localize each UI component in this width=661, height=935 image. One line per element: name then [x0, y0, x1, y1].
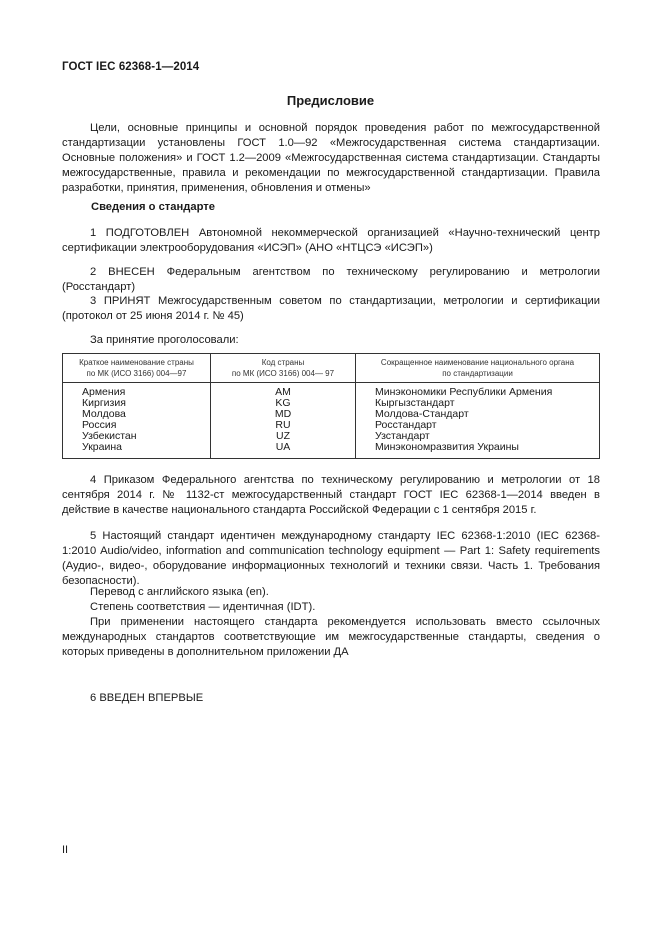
item-5-identical: 5 Настоящий стандарт идентичен международному стандарту IEC 62368-1:2010 (IEC 62368-1:2010 Audio/video, information and communication technology equipment — Part 1: Safety requirements (Аудио-, видео-, оборудование информационных технологий и техники связи. Часть 1. Требования безопасности).: [62, 530, 600, 587]
item-5-conformity: Степень соответствия — идентичная (IDT).: [90, 601, 316, 613]
document-code-header: ГОСТ IEC 62368-1—2014: [62, 61, 200, 73]
standards-body: Узстандарт: [375, 430, 430, 442]
item-3-adopted: 3 ПРИНЯТ Межгосударственным советом по стандартизации, метрологии и сертификации (протокол от 25 июня 2014 г. № 45): [62, 295, 600, 322]
standards-body: Росстандарт: [375, 419, 437, 431]
country-code: UA: [275, 441, 291, 453]
country-code: RU: [275, 419, 291, 431]
item-4-order: 4 Приказом Федерального агентства по техническому регулированию и метрологии от 18 сентября 2014 г. № 1132-ст межгосударственный стандарт ГОСТ IEC 62368-1—2014 введен в действие в качестве национального стандарта Российской Федерации с 1 сентября 2015 г.: [62, 474, 600, 516]
page-number: II: [62, 844, 69, 856]
item-6-introduced: 6 ВВЕДЕН ВПЕРВЫЕ: [90, 692, 204, 704]
standards-body: Кыргызстандарт: [375, 397, 455, 409]
country-name: Украина: [82, 441, 122, 453]
standards-body: Минэкономики Республики Армения: [375, 386, 553, 398]
country-name: Россия: [82, 419, 117, 431]
standards-body: Минэкономразвития Украины: [375, 441, 519, 453]
item-1-prepared: 1 ПОДГОТОВЛЕН Автономной некоммерческой организацией «Научно-технический центр сертификации электрооборудования «ИСЭП» (АНО «НТЦСЭ «ИСЭП»): [62, 227, 600, 254]
item-5-translation: Перевод с английского языка (en).: [90, 586, 269, 598]
country-name: Молдова: [82, 408, 126, 420]
table-header-row: [63, 354, 600, 383]
vote-intro: За принятие проголосовали:: [90, 334, 239, 346]
country-code: AM: [275, 386, 291, 398]
country-names-cell: [63, 383, 211, 459]
item-5-note: При применении настоящего стандарта рекомендуется использовать вместо ссылочных международных стандартов соответствующие им межгосударственные стандарты, сведения о которых приведены в дополнительном приложении ДА: [62, 616, 600, 658]
country-name: Узбекистан: [82, 430, 137, 442]
header-country-name: Краткое наименование страны по МК (ИСО 3166) 004—97: [63, 354, 211, 383]
header-country-code: Код страны по МК (ИСО 3166) 004— 97: [211, 354, 356, 383]
item-2-submitted: 2 ВНЕСЕН Федеральным агентством по техническому регулированию и метрологии (Росстандарт): [62, 266, 600, 293]
standards-bodies-cell: [356, 383, 600, 459]
header-standards-body: Сокращенное наименование национального органа по стандартизации: [356, 354, 600, 383]
country-code: UZ: [276, 430, 290, 442]
standard-info-heading: Сведения о стандарте: [91, 201, 215, 213]
standards-body: Молдова-Стандарт: [375, 408, 469, 420]
country-code: KG: [275, 397, 291, 409]
country-codes-cell: [211, 383, 356, 459]
intro-paragraph: Цели, основные принципы и основной порядок проведения работ по межгосударственной стандартизации установлены ГОСТ 1.0—92 «Межгосударственная система стандартизации. Основные положения» и ГОСТ 1.2—2009 «Межгосударственная система стандартизации. Стандарты межгосударственные, правила и рекомендации по межгосударственной стандартизации. Правила разработки, принятия, применения, обновления и отмены»: [62, 122, 600, 194]
country-name: Армения: [82, 386, 126, 398]
voting-countries-table: [62, 353, 600, 459]
country-name: Киргизия: [82, 397, 126, 409]
country-code: MD: [274, 408, 292, 420]
table-body-row: [63, 383, 600, 459]
section-title: Предисловие: [286, 93, 375, 108]
